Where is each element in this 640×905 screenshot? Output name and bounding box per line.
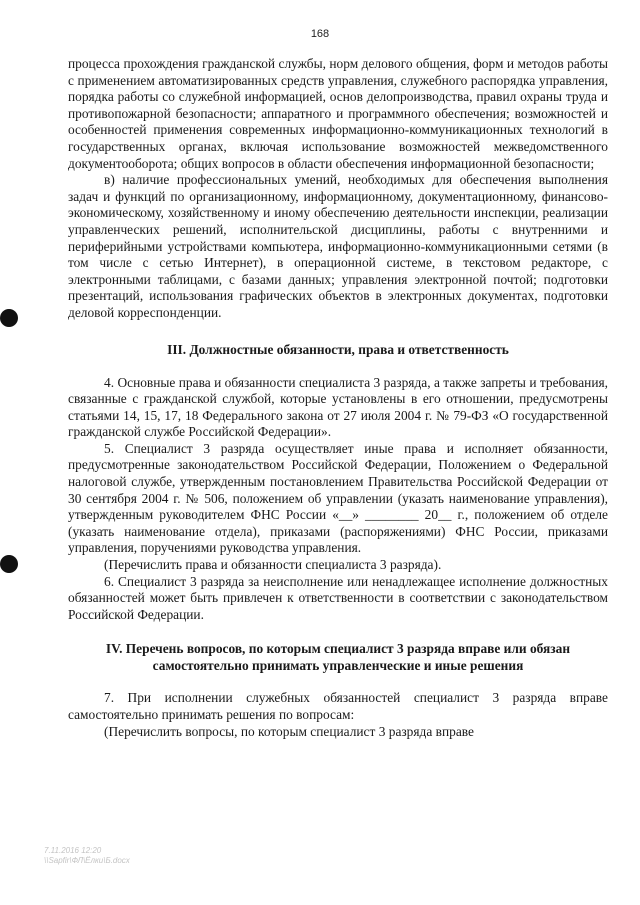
file-stamp-date: 7.11.2016 12:20	[44, 846, 102, 855]
page-number: 168	[310, 28, 330, 40]
document-body	[68, 56, 608, 740]
punch-hole	[0, 555, 18, 573]
section-heading-iv: IV. Перечень вопросов, по которым специалист 3 разряда вправе или обязан самостоятельно принимать управленческие и иные решения	[105, 641, 571, 674]
punch-hole	[0, 309, 18, 327]
section-heading-iii: III. Должностные обязанности, права и ответственность	[167, 341, 509, 357]
paragraph-4: 4. Основные права и обязанности специалиста 3 разряда, а также запреты и требования, связанные с гражданской службой, которые установлены в его отношении, предусмотрены статьями 14, 15, 17, 18 Федерального закона от 27 июля 2004 г. № 79-ФЗ «О государственной гражданской службе Российской Федерации».	[68, 374, 608, 440]
paragraph-7-note: (Перечислить вопросы, по которым специалист 3 разряда вправе	[104, 723, 474, 739]
paragraph-5-note: (Перечислить права и обязанности специалиста 3 разряда).	[104, 557, 442, 573]
paragraph-continuation: процесса прохождения гражданской службы, норм делового общения, форм и методов работы с применением автоматизированных средств управления, служебного распорядка управления, порядка работы со служебной информацией, основ делопроизводства, правил охраны труда и противопожарной безопасности; аппаратного и программного обеспечения; возможностей и особенностей применения современных информационно-коммуникационных технологий в государственных органах, включая использование возможностей межведомственного документооборота; общих вопросов в области обеспечения информационной безопасности;	[68, 56, 608, 171]
paragraph-item-v: в) наличие профессиональных умений, необходимых для обеспечения выполнения задач и функций по организационному, информационному, документационному, финансово-экономическому, хозяйственному и иному обеспечению деятельности инспекции, реализации управленческих решений, исполнительской дисциплины, работы с внутренними и периферийными устройствами компьютера, информационно-коммуникационными сетями (в том числе с сетью Интернет), в операционной системе, в текстовом редакторе, с электронными таблицами, с базами данных; управления электронной почтой; подготовки презентаций, использования графических объектов в электронных документах, подготовки деловой корреспонденции.	[68, 172, 608, 320]
paragraph-5: 5. Специалист 3 разряда осуществляет иные права и исполняет обязанности, предусмотренные законодательством Российской Федерации, Положением о Федеральной налоговой службе, утвержденным постановлением Правительства Российской Федерации от 30 сентября 2004 г. № 506, положением об управлении (указать наименование управления), утвержденным руководителем ФНС России «__» ________ 20__ г., положением об отделе (указать наименование отдела), приказами (распоряжениями) ФНС России, приказами управления, поручениями руководства управления.	[68, 440, 608, 556]
paragraph-7: 7. При исполнении служебных обязанностей специалист 3 разряда вправе самостоятельно принимать решения по вопросам:	[68, 690, 608, 722]
file-stamp-path: \\Sapfir\ФЛ\Ёлки\Б.docx	[44, 856, 130, 865]
file-stamp	[44, 846, 130, 866]
paragraph-6: 6. Специалист 3 разряда за неисполнение или ненадлежащее исполнение должностных обязанностей может быть привлечен к ответственности в соответствии с законодательством Российской Федерации.	[68, 573, 608, 622]
